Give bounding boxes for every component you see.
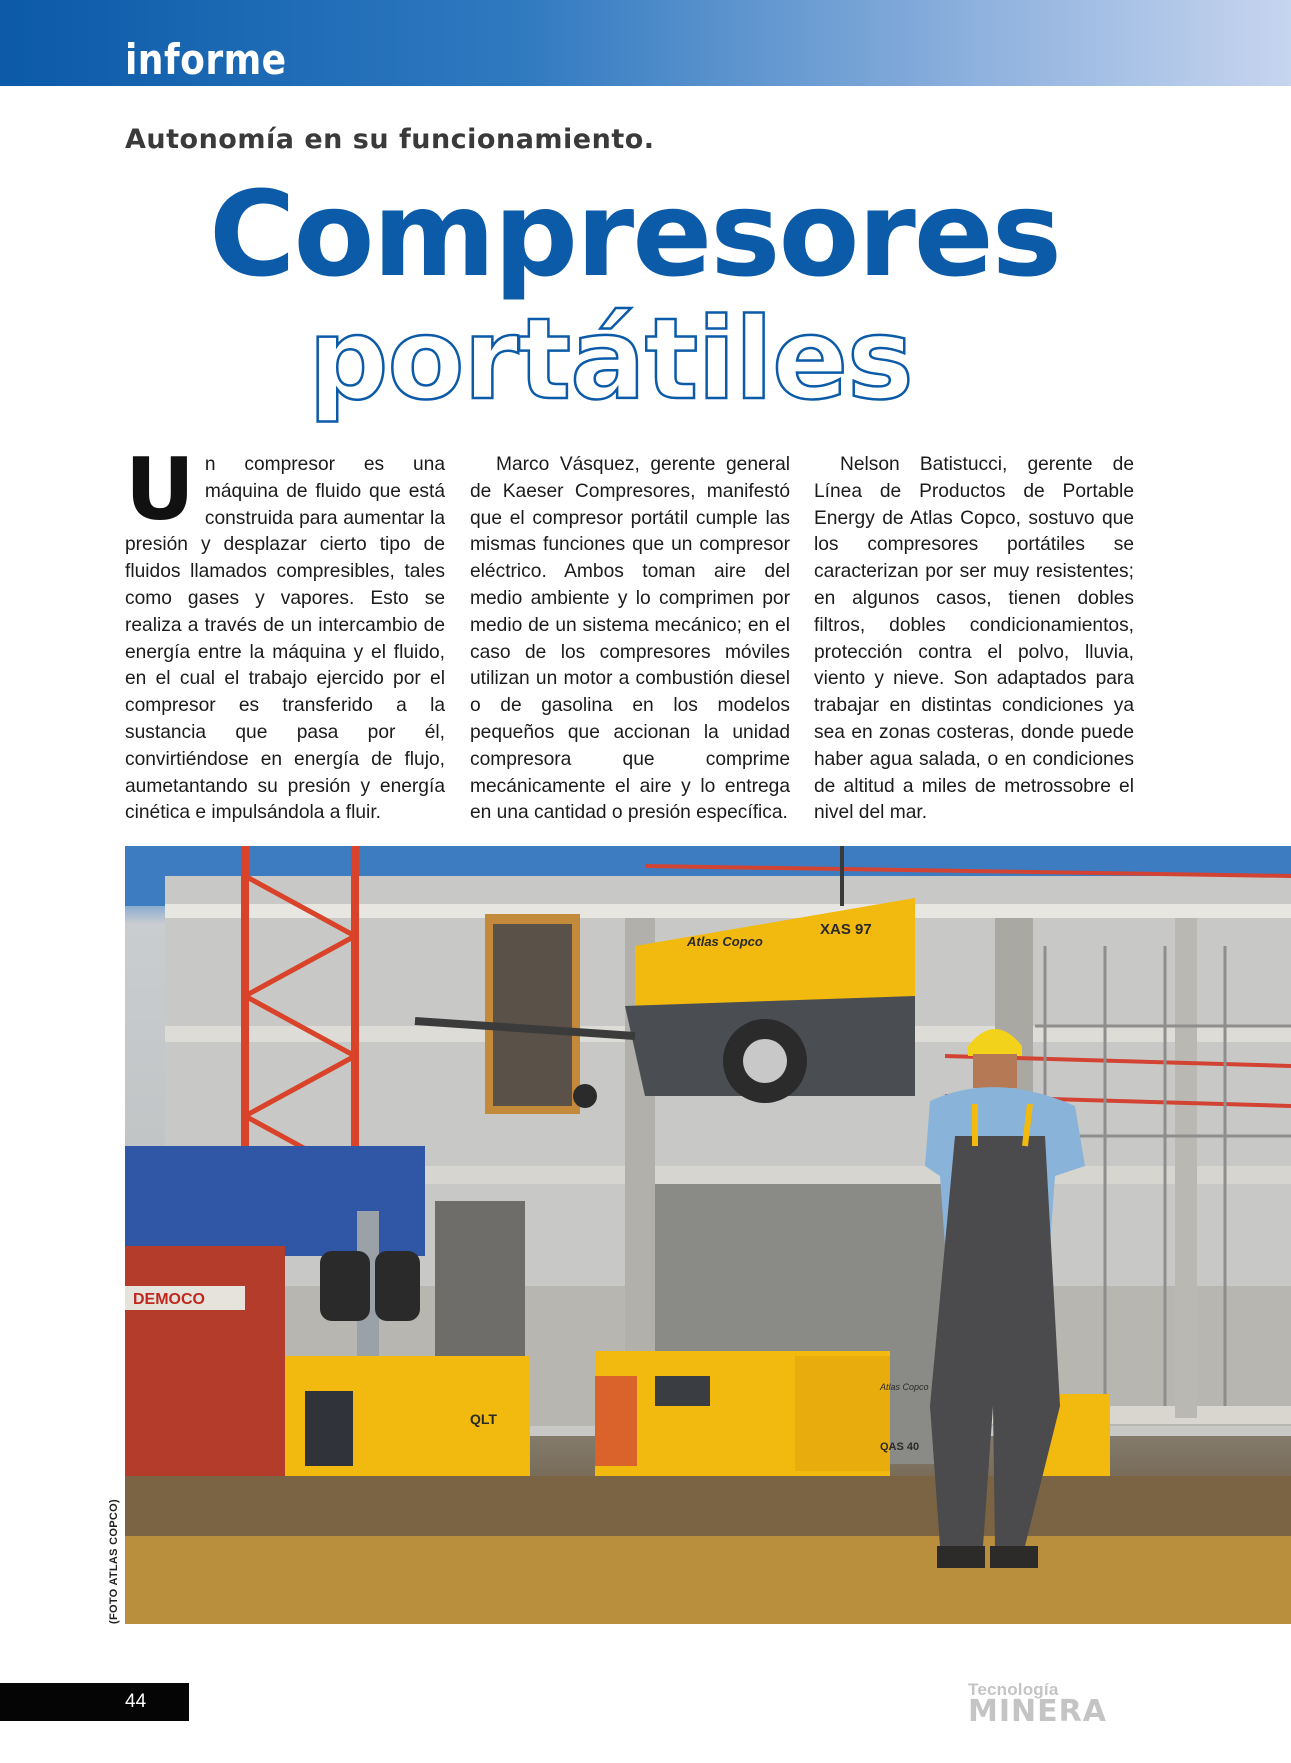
generator-brand-label: Atlas Copco [880, 1382, 929, 1392]
section-label: informe [125, 35, 287, 84]
text-column-1 [125, 440, 445, 827]
text-column-2: Marco Vásquez, gerente general de Kaeser Compresores, manifestó que el compresor portátil cumple las mismas funciones que un compresor eléctrico. Ambos toman aire del medio ambiente y lo comprimen por medio de un sistema mecánico; en el caso de los compresores móviles utilizan un motor a combustión diesel o de gasolina en los modelos pequeños que accionan la unidad compresora que comprime mecánicamente el aire y lo entrega en una cantidad o presión específica. [470, 454, 790, 824]
magazine-logo [968, 1680, 1133, 1730]
magazine-logo-line2: MINERA [968, 1694, 1107, 1729]
construction-site-illustration [125, 846, 1291, 1624]
hanging-model-label: XAS 97 [820, 921, 872, 938]
page-number-box [0, 1683, 189, 1721]
light-tower-label: QLT [470, 1411, 497, 1427]
hanging-brand-label: Atlas Copco [687, 934, 763, 949]
article-subtitle: Autonomía en su funcionamiento. [125, 124, 655, 155]
article-title-line2: portátiles [308, 295, 913, 425]
generator-model-label: QAS 40 [880, 1441, 920, 1453]
magazine-logo-line1: Tecnología [968, 1680, 1059, 1699]
column-1-text: n compresor es una máquina de fluido que está construida para aumentar la presión y desplazar cierto tipo de fluidos llamados compresibles, tales como gases y vapores. Esto se realiza a través de un intercambio de energía entre la máquina y el fluido, en el cual el trabajo ejercido por el compresor es transferido a la sustancia que pasa por él, convirtiéndose en energía de flujo, aumetantando su presión y energía cinética e impulsándola a fluir. [125, 454, 445, 824]
page-number: 44 [125, 1691, 147, 1712]
crane-brand-label: DEMOCO [133, 1291, 205, 1308]
generator-unit [595, 1351, 929, 1476]
photo-credit: (FOTO ATLAS COPCO) [108, 1499, 120, 1624]
article-photo [125, 846, 1291, 1624]
drop-cap: U [125, 440, 195, 540]
text-column-3: Nelson Batistucci, gerente de Línea de Productos de Portable Energy de Atlas Copco, sostuvo que los compresores portátiles se caracterizan por ser muy resistentes; en algunos casos, tienen dobles filtros, dobles condicionamientos, protección contra el polvo, lluvia, viento y nieve. Son adaptados para trabajar en distintas condiciones ya sea en zonas costeras, donde puede haber agua salada, o en condiciones de altitud a miles de metrossobre el nivel del mar. [814, 454, 1134, 824]
article-title-line1: Compresores [208, 165, 1061, 303]
